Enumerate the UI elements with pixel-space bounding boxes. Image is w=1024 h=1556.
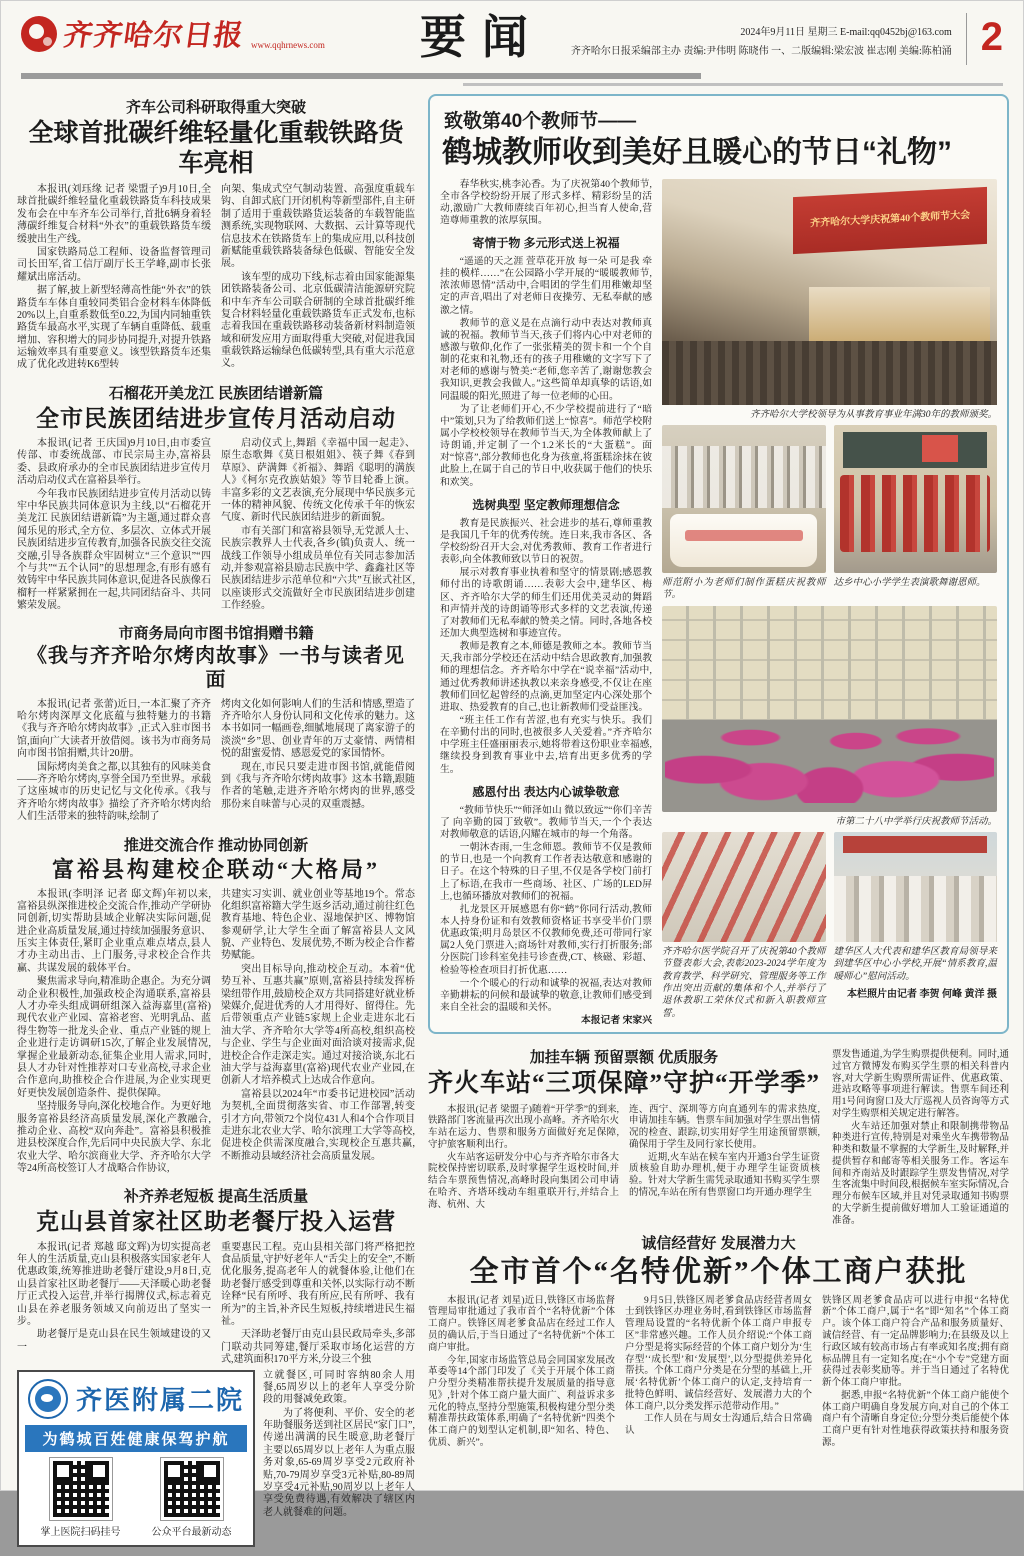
- paragraph: “教师节快乐”“师泽如山 微以致远”“你们辛苦了 向辛勤的园丁致敬”。教师节当天,一个个表达对教师敬意的话语,闪耀在城市的每一个角落。: [440, 804, 652, 840]
- paragraph: 9月5日,铁锋区周老爹食品店经营者周女士到铁锋区办理业务时,看到铁锋区市场监督管理局设置的“名特优新个体工商户申报专区”非常感兴趣。工作人员介绍说:“个体工商户分型是将实际经营的个体工商户划分为‘生存型’‘成长型’和‘发展型’,以分型提供差异化帮扶。个体工商户分类是在分型的基础上,开展‘名特优新’个体工商户的认定,支持培育一批特色鲜明、诚信经营好、发展潜力大的个体工商户,以分类发挥示范带动作用。”: [625, 1295, 812, 1412]
- caption-with-credit: [834, 946, 998, 1020]
- article-train-station: [428, 1044, 820, 1228]
- newspaper-name: 齐齐哈尔日报: [61, 20, 246, 52]
- paragraph: 聚焦需求导向,精准助企惠企。为充分调动企业积极性,加强政校企沟通联系,富裕县人才办牵头组成调研组深入益海嘉里(富裕)现代农业产业园、富裕老窖、光明乳品、蓝得生物等一批龙头企业、重点产业链的规上企业进行走访调研15次,了解企业发展情况,掌握企业最新动态,征集企业用人需求,同时,县人才办针对性推荐对口专业高校,寻求企业合作意向,助推校企合作进展,为企业实现更好更快发展创造条件、提供保障。: [17, 976, 211, 1099]
- photo-caption: 齐齐哈尔大学校领导为从事教育事业年满30年的教师颁奖。: [749, 409, 997, 420]
- paragraph: 烤肉文化如何影响人们的生活和情感,塑造了齐齐哈尔人身份认同和文化传承的魅力。这本书如同一幅画卷,细腻地展现了离家游子的淡淡“乡”思、创业青年的万丈豪情、两情相悦的甜蜜爱情、感恩爱党的家国情怀。: [221, 698, 415, 760]
- article-teachers-day: [428, 94, 1009, 1034]
- sub-heading: 选树典型 坚定教师理想信念: [472, 497, 620, 512]
- newspaper-website: www.qqhrnews.com: [251, 40, 325, 50]
- photo-university-ceremony: [662, 179, 997, 405]
- body-column-2: [221, 889, 415, 1177]
- article-headline: 鹤城教师收到美好且暖心的节日“礼物”: [442, 136, 952, 169]
- body-column-2: [221, 438, 415, 613]
- photo-row: [662, 832, 997, 942]
- paragraph: 该车型的成功下线,标志着由国家能源集团铁路装备公司、北京低碳清洁能源研究院和中车齐车公司联合研制的全球首批碳纤维复合材料轻量化重载铁路货车正式发布,也标志着我国在重载铁路移动装备新材料制造领域和研发应用方面取得重大突破,对促进我国重载铁路运输绿色低碳转型,具有重大示范意义。: [221, 271, 415, 370]
- paragraph: 现在,市民只要走进市图书馆,就能借阅到《我与齐齐哈尔烤肉故事》这本书籍,跟随作者的笔触,走进齐齐哈尔烤肉的世界,感受那份来自味蕾与心灵的双重震撼。: [221, 761, 415, 810]
- paragraph: 向架、集成式空气制动装置、高强度重载车钩、自卸式底门开闭机构等新型部件,自主研制了适用于重载铁路货运装备的车载智能监测系统,实现物联网、大数据、云计算等现代信息技术在铁路货车上的集成应用,以科技创新赋能重载铁路装备绿色低碳、智能安全发展。: [221, 184, 415, 270]
- article-ethnic-unity: [17, 382, 415, 614]
- article-kicker: 齐车公司科研取得重大突破: [125, 99, 306, 116]
- bottom-row: [428, 1044, 1009, 1228]
- article-kicker: 石榴花开美龙江 民族团结谱新篇: [108, 384, 324, 402]
- article-headline: 全球首批碳纤维轻量化重载铁路货车亮相: [28, 119, 404, 177]
- paragraph: 本报讯(记者 刘星)近日,铁锋区市场监督管理局审批通过了我市首个“名特优新”个体工商户。铁锋区周老爹食品店在经过工作人员的确认后,于当日通过了“名特优新”个体工商户审批。: [428, 1295, 615, 1353]
- article-layout: [440, 178, 997, 1027]
- photo-caption: 师范附小为老师们制作蛋糕庆祝教师节。: [662, 577, 826, 601]
- teachers-shape: [662, 446, 826, 508]
- photo-award-teachers: [662, 832, 826, 942]
- body-column-1: [17, 699, 211, 825]
- article-body: [428, 1296, 1009, 1451]
- article-headline: 克山县首家社区助老餐厅投入运营: [36, 1209, 396, 1235]
- paragraph: 教师节的意义是在点滴行动中表达对教师真诚的祝福。教师节当天,孩子们将内心中对老师的感激与敬仰,化作了一张张精美的贺卡和一个个自制的花束和礼物,还有的孩子用稚嫩的文字写下了对老师的感谢与赞美:“老师,您辛苦了,谢谢您教会我知识,更教会我做人。”这些简单却真挚的话语,如同温暖的阳光,照进了每一位老师的心田。: [440, 317, 652, 402]
- date-line: 2024年9月11日 星期三 E-mail:qq0452bj@163.com: [740, 27, 952, 38]
- paragraph: 本报讯(记者 张蕾)近日,一本汇聚了齐齐哈尔烤肉深厚文化底蕴与独特魅力的书籍《我与齐齐哈尔烤肉故事》,正式入驻市图书馆,面向广大读者开放借阅。该书为市商务局向市图书馆捐赠,共计20册。: [17, 698, 211, 760]
- paragraph: 富裕县以2024年“市委书记进校园”活动为契机,全面贯彻落实省、市工作部署,转变引才方向,带领72个岗位431人和4个合作项目走进东北农业大学、哈尔滨理工大学等高校,促进校企供需深度融合,实现校企互惠共赢,不断推动县域经济社会高质量发展。: [221, 1088, 415, 1162]
- masthead: [1, 1, 1023, 65]
- blackboard-shape: [843, 432, 987, 468]
- body-column-2: [221, 699, 415, 825]
- article-body: [428, 1105, 820, 1213]
- qr-appointment: [41, 1458, 121, 1538]
- hospital-logo-icon: [28, 1379, 68, 1419]
- paragraph: 展示对教育事业执着和坚守的情景剧;感恩教师付出的诗歌朗诵……表彰大会中,建华区、梅区、齐齐哈尔大学的师生们还用优美灵动的舞蹈和声情并茂的诗朗诵等形式多样的文艺表演,传递了对教师们无私奉献的赞美之情。同时,各地各校还加大典型选树和事迹宣传。: [440, 567, 652, 639]
- article-headline: 《我与齐齐哈尔烤肉故事》一书与读者见面: [27, 645, 405, 692]
- dancers-shape: [665, 684, 993, 803]
- article-headline: 全市首个“名特优新”个体工商户获批: [469, 1256, 968, 1289]
- paragraph: 国际烤肉美食之都,以其独有的风味美食——齐齐哈尔烤肉,享誉全国乃至世界。承载了这座城市的历史记忆与文化传承。《我与齐齐哈尔烤肉故事》描绘了齐齐哈尔烤肉给人们生活带来的独特韵味,绘制了: [17, 761, 211, 823]
- paragraph: 教师是教育之本,师德是教师之本。教师节当天,我市部分学校还在活动中结合思政教育,加强教师的理想信念。齐齐哈尔中学在“说幸福”活动中,通过优秀教师讲述执教以来亲身感受,不仅让在座教师们回忆起曾经的点滴,更加坚定内心深处那个进取、热爱教育的自己,也让新教师们受益匪浅。: [440, 641, 652, 713]
- body-column-2: [221, 184, 415, 373]
- paragraph: 本报记者 宋家兴: [580, 1015, 652, 1027]
- page-number: 2: [966, 13, 1005, 65]
- qr-code-row: [25, 1458, 247, 1538]
- hospital-slogan: 为鹤城百姓健康保驾护航: [25, 1425, 247, 1452]
- photo-banner-text: 齐齐哈尔大学庆祝第40个教师节大会: [793, 187, 987, 254]
- hospital-name: 齐医附属二院: [75, 1385, 244, 1416]
- article-kicker: 加挂车辆 预留票额 优质服务: [529, 1049, 719, 1066]
- body-column-1: [428, 1105, 619, 1213]
- qr-code-icon: [50, 1458, 112, 1520]
- right-column: [428, 94, 1009, 1556]
- qr-label: 掌上医院扫码挂号: [40, 1526, 121, 1538]
- section-title: 要闻: [419, 12, 544, 63]
- left-column: [17, 94, 415, 1556]
- paragraph: 工作人员在与周女士沟通后,结合日常确认: [625, 1414, 812, 1437]
- sub-heading: 寄情于物 多元形式送上祝福: [472, 236, 620, 251]
- paragraph: 本报讯(刘珏缘 记者 梁盟子)9月10日,全球首批碳纤维轻量化重载铁路货车科技成果发布会在中车齐车公司举行,首批6辆身着轻薄碳纤维复合材料“外衣”的重载铁路货车缓缓驶出生产线。: [17, 184, 211, 245]
- header-rule-top: [21, 73, 701, 79]
- paragraph: 近期,火车站在候车室内开通3台学生证资质核验自助办理机,便于办理学生证资质核验。针对大学新生需凭录取通知书购买学生票的情况,车站在所有售票窗口均开通办理学生: [629, 1152, 820, 1198]
- qr-code-icon: [161, 1458, 223, 1520]
- article-body: [17, 699, 415, 825]
- paragraph: 共建实习实训、就业创业等基地19个。常态化组织富裕籍大学生返乡活动,通过前往红色教育基地、特色企业、湿地保护区、博物馆参观研学,让大学生全面了解富裕县人文风貌、产业特色、发展优势,不断为校企合作蓄势赋能。: [221, 888, 415, 962]
- paragraph: 今年我市民族团结进步宣传月活动以铸牢中华民族共同体意识为主线,以“石榴花开美龙江 民族团结谱新篇”为主题,通过群众喜闻乐见的形式,全方位、多层次、立体式开展民族团结进步宣传教育,加强各民族交往交流交融,引导各族群众牢固树立“三个意识”“四个与共”“五个认同”的思想理念,有形有感有效铸牢中华民族共同体意识,促进各民族像石榴籽一样紧紧拥在一起,共同团结奋斗、共同繁荣发展。: [17, 488, 211, 612]
- article-body: [17, 889, 415, 1177]
- body-column-2: [625, 1296, 812, 1451]
- article-bbq-book: [17, 622, 415, 824]
- body-column-1: [17, 438, 211, 613]
- paragraph: 坚持服务导向,深化校地合作。为更好地服务富裕县经济高质量发展,深化产教融合,推动企业、高校“双向奔赴”。富裕县积极推进县校深度合作,先后同中央民族大学、东北农业大学、哈尔滨商业大学、齐齐哈尔大学等24所高校签订人才战略合作协议,: [17, 1101, 211, 1175]
- paragraph: 为了将便利、平价、安全的老年助餐服务送到社区居民“家门口”,传递出满满的民生暖意,助老餐厅主要以65周岁以上老年人为重点服务对象,65-69周岁享受2元政府补贴,70-79周岁享受3元补贴,80-89周岁享受4元补贴,90周岁以上老年人享受免费待遇,有效解决了辖区内老人就餐难的问题。: [263, 1407, 415, 1518]
- caption-row: [662, 577, 997, 602]
- paragraph: 连、西宁、深圳等方向直通列车的需求热度,申请加挂车辆。售票车间加强对学生票出售情况的检查、跟踪,切实用好学生用途预留票额,确保用于学生及同行家长使用。: [629, 1104, 820, 1150]
- body-column-2: [629, 1105, 820, 1213]
- staff-line: 齐齐哈尔日报采编部主办 责编:尹伟明 陈晓伟 一、二版编辑:梁宏波 崔志刚 美编:陈柏涌: [570, 46, 952, 57]
- paragraph: 今年,国家市场监管总局会同国家发展改革委等14个部门印发了《关于开展个体工商户分型分类精准帮扶提升发展质量的指导意见》,针对个体工商户量大面广、利益诉求多元化的特点,坚持分型施策,积极构建分型分类精准帮扶政策体系,明确了“名特优新”四类个体工商户的划型认定机制,即“知名、特色、优质、新兴”。: [428, 1355, 615, 1448]
- body-column-1: [428, 1296, 615, 1451]
- article-kicker: 补齐养老短板 提高生活质量: [123, 1188, 309, 1206]
- paragraph: 教育是民族振兴、社会进步的基石,尊师重教是我国几千年的优秀传统。连日来,我市各区、各学校纷纷召开大会,对优秀教师、教育工作者进行表彰,向全体教师致以节日的祝贺。: [440, 517, 652, 566]
- article-body: [17, 438, 415, 613]
- photo-dance-performance: [662, 606, 997, 812]
- audience-shape: [662, 341, 997, 404]
- cake-shape: [670, 514, 817, 567]
- paragraph: “班主任工作有苦涩,也有充实与快乐。我们在辛勤付出的同时,也被很多人关爱着。”齐齐哈尔中学班主任盛丽丽表示,她将带着这份职业幸福感,继续投身到教育事业中去,培育出更多优秀的学生。: [440, 714, 652, 775]
- article-kicker: 推进交流合作 推动协同创新: [123, 836, 309, 854]
- paragraph: 一个个暖心的行动和诚挚的祝福,表达对教师辛勤耕耘的问候和最诚挚的敬意,让教师们感受到来自全社会的温暖和关怀。: [440, 977, 652, 1013]
- paragraph: 火车站还加强对禁止和限制携带物品种类进行宣传,特别是对乘坐火车携带物品种类和数量不掌握的大学新生,及时解释,并提供暂存和邮寄等相关服务工作。客运车间和齐南站及时跟踪学生票发售情况,对学生客流集中时间段,根据候车室实际情况,合理分布候车区域,并且对凭录取通知书购票的大学新生提前做好增加人工验证通道的准备。: [832, 1121, 1009, 1226]
- paragraph: 春华秋实,桃李沁香。为了庆祝第40个教师节,全市各学校纷纷开展了形式多样、精彩纷呈的活动,激励广大教师赓续百年初心,担当育人使命,营造尊师重教的浓厚氛围。: [440, 178, 652, 226]
- paragraph: “遥遥的天之涯 萱草花开放 每一朵 可是我 牵挂的模样……”在公园路小学开展的“暖暖教师节,浓浓师恩情”活动中,合唱团的学生们用稚嫩却坚定的声音,唱出了对老师日夜操劳、无私奉献的感激之情。: [440, 256, 652, 316]
- paragraph: 市有关部门和富裕县领导,无党派人士、民族宗教界人士代表,各乡(镇)负责人、统一战线工作领导小组成员单位有关同志参加活动,并参观富裕县励志民族中学、鑫鑫社区等民族团结进步示范单位和“六共”互嵌式社区,以座谈形式交流做好全市民族团结进步创建工作经验。: [221, 525, 415, 612]
- paragraph: 本报讯(李明泽 记者 邸文辉)年初以来,富裕县纵深推进校企交流合作,推动产学研协同创新,切实帮助县域企业解决实际问题,促进企业高质量发展,通过持续加强服务意识、压实主体责任,紧盯企业重点难点堵点,县人才办主动出击、上门服务,寻求校企合作共赢、共谋发展的载体平台。: [17, 888, 211, 974]
- photo-gift-presentation: [834, 832, 998, 942]
- paragraph: 突出目标导向,推动校企互动。本着“优势互补、互惠共赢”原则,富裕县持续发挥桥梁纽带作用,鼓励校企双方共同搭建好就业桥梁媒介,促进优秀的人才用得好、留得住。先后带领重点产业链5家规上企业走进东北石油大学、齐齐哈尔大学等4所高校,组织高校与企业、学生与企业面对面洽谈对接需求,促进校企合作走深走实。通过对接洽谈,东北石油大学与益海嘉里(富裕)现代农业产业园,在创新人才培养模式上达成合作意向。: [221, 963, 415, 1087]
- banner-shape: [843, 836, 987, 853]
- photo-column: [662, 179, 997, 1021]
- photo-caption: 齐齐哈尔医学院召开了庆祝第40个教师节暨表彰大会,表彰2023-2024学年度为教育教学、科学研究、管理服务等工作作出突出贡献的集体和个人,并举行了退休教职工荣休仪式和新入职教师宣誓。: [662, 946, 826, 1019]
- qr-label: 公众平台最新动态: [151, 1526, 232, 1538]
- article-body: [17, 1242, 415, 1368]
- sub-heading: 感恩付出 表达内心诚挚敬意: [472, 784, 620, 799]
- article-kicker: 致敬第40个教师节——: [444, 111, 637, 132]
- article-headline: 齐火车站“三项保障”守护“开学季”: [428, 1070, 821, 1097]
- brand: [21, 13, 325, 54]
- article-school-enterprise: [17, 834, 415, 1177]
- article-elder-canteen: [17, 1185, 415, 1546]
- poster-shape: [922, 435, 958, 462]
- paragraph: 启动仪式上,舞蹈《幸福中国一起走》、原生态歌舞《莫日根姐姐》、筷子舞《春到草原》、萨满舞《祈福》、舞蹈《聪明的满族人》《柯尔克孜族姑娘》等节目轮番上演。丰富多彩的文艺表演,充分展现中华民族多元一体的精神风貌、传统文化传承千年的恢宏气度、新时代民族团结进步的新面貌。: [221, 437, 415, 524]
- header-rule-bottom: [463, 83, 1003, 86]
- photo-row: [662, 425, 997, 573]
- paragraph: 火车站客运研发分中心与齐齐哈尔市各大院校保持密切联系,及时掌握学生返校时间,并结合车票预售情况,高峰时段向集团公司申请在哈齐、齐塔环线动车组重联开行,并结合上海、杭州、大: [428, 1152, 619, 1210]
- article-kicker: 市商务局向市图书馆捐赠书籍: [118, 625, 314, 643]
- body-column-3: [263, 1370, 415, 1521]
- paragraph: 本报讯(记者 王庆国)9月10日,由市委宣传部、市委统战部、市民宗局主办,富裕县委、县政府承办的全市民族团结进步宣传月活动启动仪式在富裕县举行。: [17, 437, 211, 487]
- paragraph: 立就餐区,可同时容纳80余人用餐,65周岁以上的老年人享受分阶段的用餐减免政策。: [263, 1369, 415, 1406]
- paragraph: 本报讯(记者 梁盟子)随着“开学季”的到来,铁路部门客流量再次出现小高峰。齐齐哈尔火车站在运力、售票和服务方面做好充足保障,守护旅客顺利出行。: [428, 1104, 619, 1150]
- qr-public-account: [152, 1458, 232, 1538]
- article-headline: 全市民族团结进步宣传月活动启动: [36, 405, 396, 431]
- newspaper-logo-icon: [21, 16, 57, 52]
- body-column-1: [17, 1242, 211, 1368]
- stage-shape: [809, 287, 990, 346]
- paragraph: 据了解,披上新型轻薄高性能“外衣”的铁路货车车体自重较同类铝合金材料车体降低20%以上,自重系数低至0.22,为国内同轴重铁路货车最高水平,实现了车辆自重降低、载重增加、容积增大的同步协同提升,对提升铁路运输效率具有重要意义。该型铁路货车还集成了优化改进转K6型转: [17, 285, 211, 371]
- students-shape: [840, 475, 990, 552]
- photographer-credit: 本栏照片由记者 李贺 何峰 黄洋 摄: [847, 988, 997, 1000]
- masthead-info: [571, 13, 952, 61]
- paragraph: 助老餐厅是克山县在民生领域建设的又一: [17, 1329, 211, 1353]
- hospital-ad-header: [25, 1379, 247, 1419]
- paragraph: 票发售通道,为学生购票提供便利。同时,通过官方微博发布购买学生票的相关科普内容,对大学新生购票所需证件、优惠政策、进站攻略等事项进行解读。售票车间还利用1号问询窗口及大厅巡视人员咨询等方式对学生购票相关规定进行解答。: [832, 1050, 1009, 1119]
- photo-students-performance: [834, 425, 998, 573]
- paragraph: 国家铁路局总工程师、设备监督管理司司长田军,省工信厅副厅长王学峰,副市长张耀斌出席活动。: [17, 246, 211, 283]
- article-body: [440, 178, 652, 1027]
- page-content: [1, 94, 1023, 1556]
- body-column-3: [822, 1296, 1009, 1451]
- sash-shape: [662, 832, 826, 942]
- paragraph: 扎龙景区开展感恩有你“鹤”你同行活动,教师本人持身份证和有效教师资格证书享受半价门票优惠政策;明月岛景区不仅教师免费,还可带同行家属2人免门票进入;商场针对教师,实行打折服务;部分医院门诊科室免挂号诊查费,CT、核磁、彩超、检验等检查项目打折优惠……: [440, 903, 652, 976]
- body-column-1: [17, 184, 211, 373]
- body-column-2: [221, 1242, 415, 1368]
- photo-caption: 市第二十八中学举行庆祝教师节活动。: [835, 816, 997, 827]
- hospital-ad: [17, 1370, 255, 1547]
- paragraph: 重要惠民工程。克山县相关部门将严格把控食品质量,守护好老年人“舌尖上的安全”,不断优化服务,提高老年人的就餐体验,让他们在助老餐厅感受到尊重和关怀,以实际行动不断诠释“民有所呼、我有所应,民有所呼、我有所为”的主旨,补齐民生短板,持续增进民生福祉。: [221, 1241, 415, 1327]
- article-business-approval: [428, 1232, 1009, 1450]
- caption-row: [662, 946, 997, 1020]
- article-body: [17, 184, 415, 373]
- body-column-1: [17, 889, 211, 1177]
- elder-bottom-row: [17, 1370, 415, 1547]
- people-shape: [834, 876, 998, 942]
- paragraph: 为了让老师们开心,不少学校提前进行了“暗中”策划,只为了给教师们送上“惊喜”。师范学校附属小学校校领导在教师节当天,为全体教师献上了诗朗诵,并定制了一个1.2米长的“大蛋糕”。面对“惊喜”,部分教师也化身为孩童,将蛋糕涂抹在彼此脸上,在属于自己的节日中,收获属于他们的快乐和欢笑。: [440, 403, 652, 488]
- paragraph: 本报讯(记者 郑越 邸文辉)为切实提高老年人的生活质量,克山县积极落实国家老年人优惠政策,统筹推进助老餐厅建设,9月8日,克山县首家社区助老餐厅——天泽暖心助老餐厅正式投入运营,并举行揭牌仪式,标志着克山县在养老服务领域又向前迈出了坚实一步。: [17, 1241, 211, 1327]
- paragraph: 一朝沐杏雨,一生念师恩。教师节不仅是教师的节日,也是一个向教育工作者表达敬意和感谢的日子。在这个特殊的日子里,不仅是各学校门前打上了标语,在我市一些商场、社区、广场的LED屏上,也循环播放对教师们的祝福。: [440, 842, 652, 902]
- paragraph: 据悉,申报“名特优新”个体工商户能使个体工商户明确自身发展方向,对自己的个体工商户有个清晰自身定位;分型分类后能使个体工商户更有针对性地获得政策扶持和服务资源。: [822, 1390, 1009, 1448]
- article-freight-train: [17, 96, 415, 373]
- paragraph: 铁锋区周老爹食品店可以进行申报“名特优新”个体工商户,属于“名”即“知名”个体工商户。该个体工商户符合产品和服务质量好、诚信经营、有一定品牌影响力;在县级及以上行政区域有较高市场占有率或知名度;拥有商标品牌且有一定知名度;在“小个专”党建方面获得过表彰奖励等。并于当日通过了名特优新个体工商户审批。: [822, 1295, 1009, 1389]
- photo-caption: 建华区人大代表和建华区教育局领导来到建华区中心小学校,开展“情系教育,温暖师心”慰问活动。: [833, 946, 997, 982]
- photo-cake-celebration: [662, 425, 826, 573]
- photo-caption: 达乡中心小学学生表演歌舞谢恩师。: [833, 577, 986, 588]
- article-headline: 富裕县构建校企联动“大格局”: [51, 856, 380, 882]
- body-column-3: [832, 1044, 1009, 1228]
- article-kicker: 诚信经营好 发展潜力大: [641, 1235, 796, 1253]
- paragraph: 天泽助老餐厅由克山县民政局牵头,多部门联动共同筹建,餐厅采取市场化运营的方式,建筑面积170平方米,分设三个独: [221, 1329, 415, 1366]
